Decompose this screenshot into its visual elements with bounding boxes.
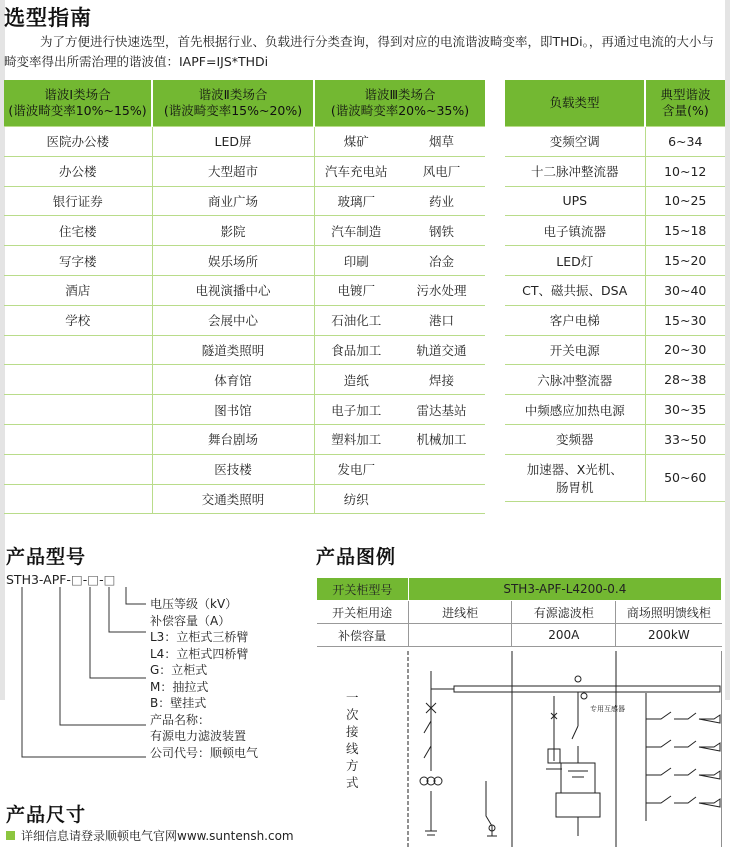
model-voltage: 电压等级（kV） — [150, 597, 238, 611]
table-row — [4, 186, 485, 216]
harmonic-rate-cell: 20~30 — [645, 335, 725, 365]
table-cell: 影院 — [152, 216, 314, 246]
table-cell: 冶金 — [398, 246, 485, 276]
header-rate-line2: 含量(%) — [662, 103, 709, 118]
table-cell: 发电厂 — [314, 454, 398, 484]
table-cell: 隧道类照明 — [152, 335, 314, 365]
intro-line-2: 畸变率得出所需治理的谐波值：IAPF=IJS*THDi — [4, 54, 269, 69]
table-row — [4, 424, 485, 454]
row3-label: 补偿容量 — [317, 624, 409, 647]
table-row — [4, 216, 485, 246]
harmonic-rate-cell: 6~34 — [645, 127, 725, 157]
table-cell: 写字楼 — [4, 246, 152, 276]
table-cell — [4, 365, 152, 395]
table-cell: 电子加工 — [314, 395, 398, 425]
model-slot-2: □ — [87, 572, 100, 587]
table-cell: 机械加工 — [398, 424, 485, 454]
table-cell: 酒店 — [4, 275, 152, 305]
header-class-1-title: 谐波Ⅰ类场合 — [44, 87, 111, 102]
table-row — [505, 127, 725, 157]
table-row — [505, 365, 725, 395]
row2-incoming: 进线柜 — [408, 601, 512, 624]
table-cell — [398, 484, 485, 514]
table-cell — [398, 454, 485, 484]
row2-feeder: 商场照明馈线柜 — [616, 601, 722, 624]
model-m: M：抽拉式 — [150, 679, 209, 694]
table-cell: 烟草 — [398, 127, 485, 157]
header-class-2 — [152, 80, 314, 127]
table-row — [505, 186, 725, 216]
harmonic-table — [4, 80, 485, 514]
dimensions-note: 详细信息请登录顺顿电气官网www.suntensh.com — [21, 829, 294, 843]
feeder-branches — [646, 693, 720, 821]
row2-label: 开关柜用途 — [317, 601, 409, 624]
table-cell: 办公楼 — [4, 156, 152, 186]
table-cell — [4, 454, 152, 484]
table-cell: 会展中心 — [152, 305, 314, 335]
table-cell — [4, 395, 152, 425]
model-legend — [150, 596, 258, 761]
table-cell: 交通类照明 — [152, 484, 314, 514]
load-type-cell: 电子镇流器 — [505, 216, 645, 246]
table-cell: 纺织 — [314, 484, 398, 514]
dimensions-title: 产品尺寸 — [6, 804, 87, 826]
diagram-title: 产品图例 — [316, 546, 397, 568]
table-cell: 塑料加工 — [314, 424, 398, 454]
table-cell: 医技楼 — [152, 454, 314, 484]
harmonic-rate-cell: 50~60 — [645, 454, 725, 501]
model-slot-3: □ — [103, 572, 116, 587]
model-dash-2: - — [99, 572, 104, 587]
table-cell: 玻璃厂 — [314, 186, 398, 216]
table-cell: 港口 — [398, 305, 485, 335]
green-square-icon — [6, 831, 15, 840]
header-class-1 — [4, 80, 152, 127]
diagram-panel — [316, 577, 722, 847]
table-cell: 电镀厂 — [314, 275, 398, 305]
table-row — [505, 156, 725, 186]
harmonic-rate-cell: 15~20 — [645, 246, 725, 276]
load-type-cell: 中频感应加热电源 — [505, 395, 645, 425]
wiring-side-label: 一次接线方式 — [346, 690, 359, 790]
load-type-line1: 加速器、X光机、 — [526, 461, 623, 477]
harmonic-rate-cell: 10~25 — [645, 186, 725, 216]
load-type-cell: 变频空调 — [505, 127, 645, 157]
table-row — [505, 424, 725, 454]
model-code-prefix: STH3-APF- — [6, 572, 71, 587]
table-row — [505, 246, 725, 276]
harmonic-rate-cell: 33~50 — [645, 424, 725, 454]
table-cell — [4, 335, 152, 365]
header-harmonic-rate — [645, 80, 725, 127]
load-type-cell — [505, 454, 645, 501]
table-row — [4, 156, 485, 186]
table-cell: 大型超市 — [152, 156, 314, 186]
table-cell: 煤矿 — [314, 127, 398, 157]
table-row — [4, 335, 485, 365]
table-cell: 图书馆 — [152, 395, 314, 425]
dimensions-note-row — [6, 827, 294, 844]
diagram-table — [316, 577, 722, 647]
header-class-1-range: (谐波畸变率10%~15%) — [8, 103, 147, 118]
wiring-diagram — [316, 651, 722, 847]
row1-label: 开关柜型号 — [317, 578, 409, 601]
row3-filter-capacity: 200A — [512, 624, 616, 647]
model-name-value: 有源电力滤波装置 — [150, 729, 247, 743]
model-g: G：立柜式 — [150, 663, 208, 677]
table-cell: 轨道交通 — [398, 335, 485, 365]
row2-filter: 有源滤波柜 — [512, 601, 616, 624]
table-row — [4, 275, 485, 305]
right-edge-stripe — [725, 0, 730, 700]
table-cell: 风电厂 — [398, 156, 485, 186]
table-row — [505, 305, 725, 335]
table-cell: 食品加工 — [314, 335, 398, 365]
header-rate-line1: 典型谐波 — [660, 87, 711, 102]
table-row — [4, 246, 485, 276]
table-row — [4, 484, 485, 514]
table-cell: 娱乐场所 — [152, 246, 314, 276]
row1-value: STH3-APF-L4200-0.4 — [408, 578, 721, 601]
table-cell: 银行证券 — [4, 186, 152, 216]
model-b: B：壁挂式 — [150, 696, 207, 710]
model-dash-1: - — [82, 572, 88, 587]
table-row — [4, 305, 485, 335]
table-cell: 商业广场 — [152, 186, 314, 216]
table-cell: 钢铁 — [398, 216, 485, 246]
header-class-2-title: 谐波Ⅱ类场合 — [198, 87, 268, 102]
load-type-cell: UPS — [505, 186, 645, 216]
header-load-type: 负载类型 — [505, 80, 645, 127]
header-class-3 — [314, 80, 485, 127]
table-cell: 舞台剧场 — [152, 424, 314, 454]
table-cell: LED屏 — [152, 127, 314, 157]
table-row — [505, 216, 725, 246]
load-table-wrap — [505, 80, 725, 502]
load-type-cell: 开关电源 — [505, 335, 645, 365]
load-type-cell: 十二脉冲整流器 — [505, 156, 645, 186]
table-cell — [4, 484, 152, 514]
intro-line-1: 为了方便进行快速选型，首先根据行业、负载进行分类查询，得到对应的电流谐波畸变率，即THDi。，再通过电流的大小与 — [40, 34, 714, 49]
header-class-3-range: (谐波畸变率20%~35%) — [330, 103, 470, 118]
ct-label: 专用互感器 — [590, 705, 625, 713]
model-l3: L3：立柜式三桥臂 — [150, 630, 249, 644]
table-cell: 汽车制造 — [314, 216, 398, 246]
model-capacity: 补偿容量（A） — [150, 613, 231, 628]
table-cell: 药业 — [398, 186, 485, 216]
harmonic-rate-cell: 28~38 — [645, 365, 725, 395]
row3-feeder-capacity: 200kW — [616, 624, 722, 647]
load-type-cell: LED灯 — [505, 246, 645, 276]
load-type-cell: 六脉冲整流器 — [505, 365, 645, 395]
busbar — [454, 686, 720, 692]
table-cell: 雷达基站 — [398, 395, 485, 425]
table-row — [505, 454, 725, 501]
table-cell: 石油化工 — [314, 305, 398, 335]
table-row — [4, 454, 485, 484]
harmonic-table-wrap — [4, 80, 485, 514]
load-table — [505, 80, 725, 502]
header-class-3-title: 谐波Ⅲ类场合 — [364, 87, 436, 102]
table-row — [4, 127, 485, 157]
harmonic-rate-cell: 30~40 — [645, 275, 725, 305]
table-row — [4, 395, 485, 425]
row3-empty — [408, 624, 512, 647]
harmonic-rate-cell: 15~30 — [645, 305, 725, 335]
harmonic-rate-cell: 15~18 — [645, 216, 725, 246]
model-company: 公司代号：顺顿电气 — [150, 745, 259, 760]
header-class-2-range: (谐波畸变率15%~20%) — [163, 103, 303, 118]
harmonic-rate-cell: 10~12 — [645, 156, 725, 186]
load-type-line2: 肠胃机 — [555, 479, 594, 495]
table-row — [505, 275, 725, 305]
model-l4: L4：立柜式四桥臂 — [150, 646, 249, 661]
table-row — [505, 395, 725, 425]
table-cell: 汽车充电站 — [314, 156, 398, 186]
table-row — [505, 335, 725, 365]
load-type-cell: CT、磁共振、DSA — [505, 275, 645, 305]
table-cell: 住宅楼 — [4, 216, 152, 246]
model-title: 产品型号 — [6, 546, 87, 568]
table-cell: 造纸 — [314, 365, 398, 395]
load-type-cell: 客户电梯 — [505, 305, 645, 335]
table-cell: 体育馆 — [152, 365, 314, 395]
table-cell: 医院办公楼 — [4, 127, 152, 157]
harmonic-rate-cell: 30~35 — [645, 395, 725, 425]
table-cell: 印刷 — [314, 246, 398, 276]
table-row — [4, 365, 485, 395]
model-leader-lines — [0, 585, 150, 765]
table-cell: 污水处理 — [398, 275, 485, 305]
load-type-cell: 变频器 — [505, 424, 645, 454]
table-cell — [4, 424, 152, 454]
model-slot-1: □ — [70, 572, 83, 587]
table-cell: 焊接 — [398, 365, 485, 395]
model-name-label: 产品名称： — [150, 712, 211, 727]
table-cell: 学校 — [4, 305, 152, 335]
table-cell: 电视演播中心 — [152, 275, 314, 305]
selection-title: 选型指南 — [4, 6, 92, 30]
